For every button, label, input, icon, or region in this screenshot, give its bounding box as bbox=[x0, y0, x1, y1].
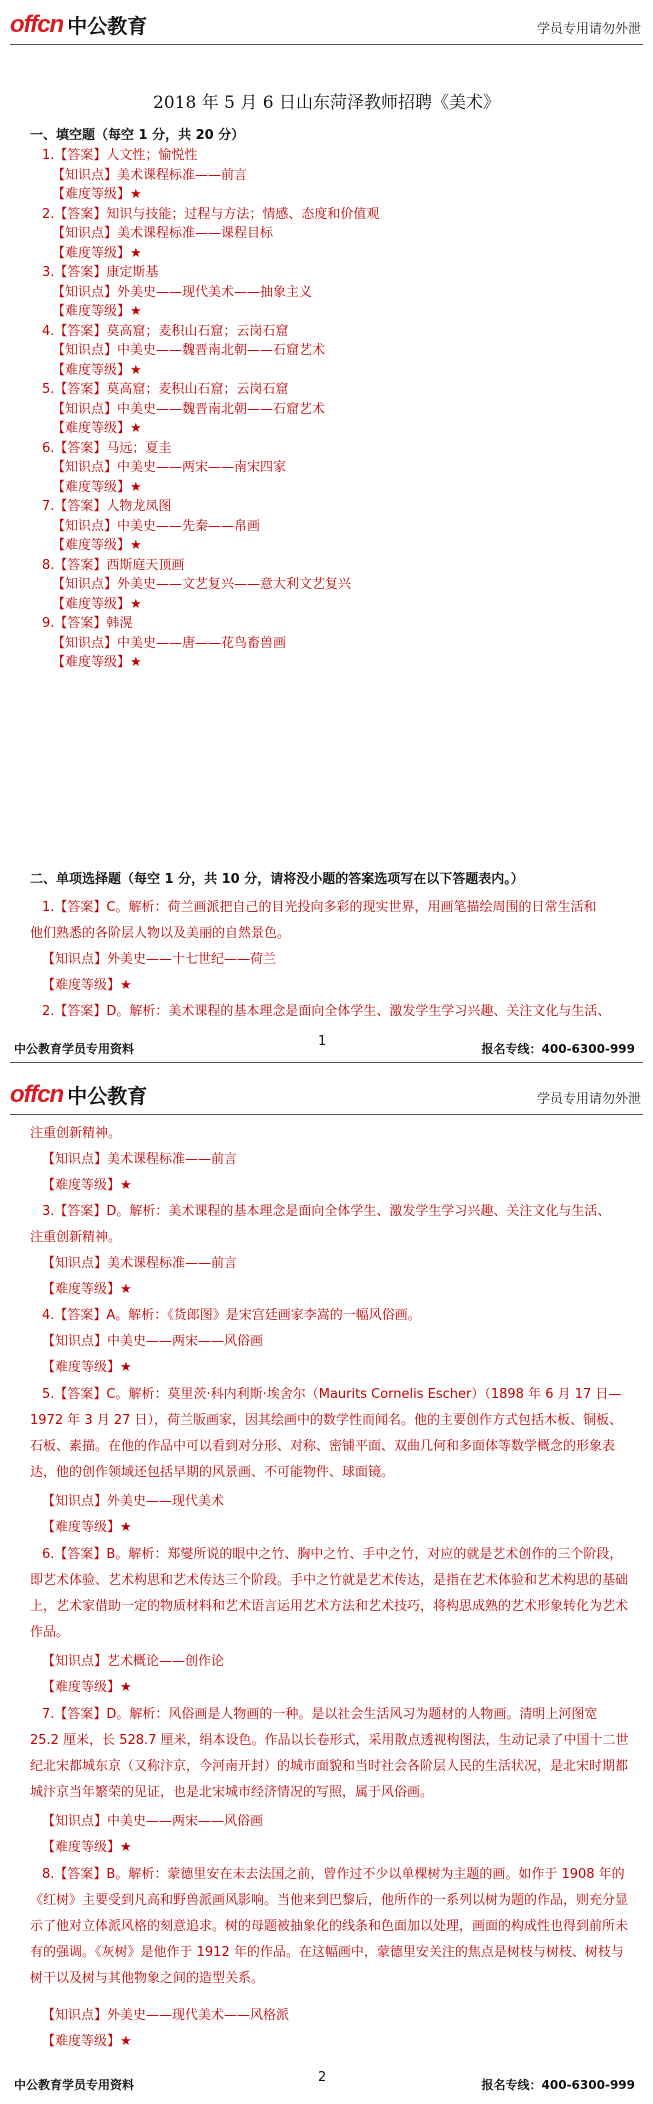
footer-divider bbox=[10, 1062, 643, 1063]
knowledge-value: 中美史——两宋——南宋四家 bbox=[117, 460, 287, 475]
mc-q5-explanation: 5.【答案】C。解析：莫里茨·科内利斯·埃舍尔（Maurits Cornelis Escher）（1898 年 6 月 17 日—1972 年 3 月 27 日），荷兰版画家，因其绘画中的数学性而闻名。他的主要创作方式包括木板、铜板、石板、素描。在他的作品中可以看到对分形、对称、密铺平面、双曲几何和多面体等数学概念的形象表达，他的创作领域还包括早期的风景画、不可能物件、球面镜。 bbox=[30, 1387, 623, 1480]
blank-5-answer bbox=[42, 382, 288, 398]
blank-7-answer bbox=[42, 499, 171, 515]
footer-hotline: 报名专线：400-6300-999 bbox=[481, 1042, 635, 1056]
difficulty-label: 【难度等级】 bbox=[52, 655, 131, 670]
star-icon: ★ bbox=[130, 421, 142, 436]
star-icon: ★ bbox=[120, 1520, 132, 1535]
mc-q8-knowledge bbox=[42, 2008, 289, 2024]
blank-9-difficulty bbox=[52, 655, 142, 671]
mc-q1-line1: 1.【答案】C。解析：荷兰画派把自己的目光投向多彩的现实世界，用画笔描绘周围的日常生活和 bbox=[42, 900, 597, 915]
difficulty-label: 【难度等级】 bbox=[52, 480, 131, 495]
blank-7-difficulty bbox=[52, 538, 142, 554]
header-divider bbox=[10, 44, 643, 45]
mc-q4-difficulty bbox=[42, 1360, 132, 1376]
logo-text-en: offcn bbox=[10, 10, 64, 38]
mc-q4-line1: 4.【答案】A。解析：《货郎图》是宋宫廷画家李嵩的一幅风俗画。 bbox=[42, 1308, 421, 1323]
answer-value: 莫高窟；麦积山石窟；云岗石窟 bbox=[106, 324, 289, 339]
star-icon: ★ bbox=[120, 2034, 132, 2049]
star-icon: ★ bbox=[120, 978, 132, 993]
document-page-2 bbox=[0, 1068, 653, 2104]
difficulty-label: 【难度等级】 bbox=[52, 421, 131, 436]
section-heading-fill-blank: 一、填空题（每空 1 分，共 20 分） bbox=[30, 128, 245, 143]
knowledge-label: 【知识点】 bbox=[52, 636, 118, 651]
knowledge-value: 美术课程标准——前言 bbox=[117, 168, 248, 183]
difficulty-label: 【难度等级】 bbox=[42, 2034, 121, 2049]
answer-value: 莫高窟；麦积山石窟；云岗石窟 bbox=[106, 382, 289, 397]
knowledge-value: 中美史——两宋——风俗画 bbox=[107, 1334, 264, 1349]
answer-value: 西斯庭天顶画 bbox=[106, 558, 185, 573]
answer-value: 人物龙凤图 bbox=[106, 499, 172, 514]
knowledge-value: 美术课程标准——课程目标 bbox=[117, 226, 274, 241]
logo-text-cn: 中公教育 bbox=[67, 1084, 148, 1108]
difficulty-label: 【难度等级】 bbox=[52, 304, 131, 319]
logo-text-cn: 中公教育 bbox=[67, 14, 148, 38]
number: 3. bbox=[42, 265, 55, 280]
knowledge-value: 外美史——现代美术——风格派 bbox=[107, 2008, 290, 2023]
mc-q8-explanation: 8.【答案】B。解析：蒙德里安在未去法国之前，曾作过不少以单棵树为主题的画。如作于 1908 年的《红树》主要受到凡高和野兽派画风影响。当他来到巴黎后，他所作的一系列以树为题的作品，则充分显示了他对立体派风格的刻意追求。树的母题被抽象化的线条和色面加以处理，画面的构成性也得到前所未有的强调。《灰树》是他作于 1912 年的作品。在这幅画中，蒙德里安关注的焦点是树枝与树枝、树枝与树干以及树与其他物象之间的造型关系。 bbox=[30, 1867, 629, 1986]
difficulty-label: 【难度等级】 bbox=[42, 1520, 121, 1535]
header-notice: 学员专用请勿外泄 bbox=[536, 22, 641, 37]
number: 2. bbox=[42, 207, 55, 222]
footer-left: 中公教育学员专用资料 bbox=[14, 2078, 135, 2092]
footer-hotline: 报名专线：400-6300-999 bbox=[481, 2078, 635, 2092]
mc-q3-difficulty bbox=[42, 1282, 132, 1298]
star-icon: ★ bbox=[130, 597, 142, 612]
blank-3-knowledge bbox=[52, 285, 312, 301]
difficulty-label: 【难度等级】 bbox=[52, 538, 131, 553]
mc-q2-difficulty bbox=[42, 1178, 132, 1194]
blank-3-difficulty bbox=[52, 304, 142, 320]
mc-q6-knowledge bbox=[42, 1654, 224, 1670]
mc-q4-knowledge bbox=[42, 1334, 263, 1350]
knowledge-label: 【知识点】 bbox=[52, 168, 118, 183]
offcn-logo bbox=[10, 10, 147, 39]
star-icon: ★ bbox=[120, 1680, 132, 1695]
blank-8-difficulty bbox=[52, 597, 142, 613]
footer-left: 中公教育学员专用资料 bbox=[14, 1042, 135, 1056]
difficulty-label: 【难度等级】 bbox=[42, 1178, 121, 1193]
difficulty-label: 【难度等级】 bbox=[42, 1360, 121, 1375]
number: 4. bbox=[42, 324, 55, 339]
star-icon: ★ bbox=[130, 655, 142, 670]
knowledge-value: 中美史——先秦——帛画 bbox=[117, 519, 261, 534]
mc-q1-knowledge bbox=[42, 952, 276, 968]
number: 8. bbox=[42, 558, 55, 573]
difficulty-label: 【难度等级】 bbox=[52, 246, 131, 261]
star-icon: ★ bbox=[130, 363, 142, 378]
difficulty-label: 【难度等级】 bbox=[42, 978, 121, 993]
blank-8-knowledge bbox=[52, 577, 351, 593]
answer-label: 【答案】 bbox=[54, 382, 107, 397]
knowledge-value: 外美史——现代美术——抽象主义 bbox=[117, 285, 313, 300]
number: 5. bbox=[42, 382, 55, 397]
knowledge-label: 【知识点】 bbox=[52, 343, 118, 358]
answer-label: 【答案】 bbox=[54, 499, 107, 514]
answer-value: 知识与技能；过程与方法；情感、态度和价值观 bbox=[106, 207, 380, 222]
answer-label: 【答案】 bbox=[54, 558, 107, 573]
answer-value: 韩滉 bbox=[106, 616, 133, 631]
difficulty-label: 【难度等级】 bbox=[52, 187, 131, 202]
section-heading-multiple-choice: 二、单项选择题（每空 1 分，共 10 分，请将没小题的答案选项写在以下答题表内。） bbox=[30, 872, 524, 887]
difficulty-label: 【难度等级】 bbox=[42, 1680, 121, 1695]
mc-q7-explanation: 7.【答案】D。解析：风俗画是人物画的一种。是以社会生活风习为题材的人物画。清明上河图宽 25.2 厘米，长 528.7 厘米，绢本设色。作品以长卷形式，采用散点透视构图法，生动记录了中国十二世纪北宋都城东京（又称汴京，今河南开封）的城市面貌和当时社会各阶层人民的生活状况，是北宋时期都城汴京当年繁荣的见证，也是北宋城市经济情况的写照，属于风俗画。 bbox=[30, 1707, 629, 1800]
blank-2-knowledge bbox=[52, 226, 273, 242]
blank-4-knowledge bbox=[52, 343, 325, 359]
knowledge-label: 【知识点】 bbox=[42, 1494, 108, 1509]
blank-3-answer bbox=[42, 265, 158, 281]
answer-label: 【答案】 bbox=[54, 207, 107, 222]
knowledge-value: 外美史——现代美术 bbox=[107, 1494, 225, 1509]
number: 9. bbox=[42, 616, 55, 631]
blank-4-answer bbox=[42, 324, 288, 340]
star-icon: ★ bbox=[120, 1360, 132, 1375]
knowledge-value: 中美史——魏晋南北朝——石窟艺术 bbox=[117, 402, 326, 417]
mc-q3-knowledge bbox=[42, 1256, 237, 1272]
blank-2-difficulty bbox=[52, 246, 142, 262]
answer-label: 【答案】 bbox=[54, 616, 107, 631]
difficulty-label: 【难度等级】 bbox=[52, 363, 131, 378]
answer-label: 【答案】 bbox=[54, 265, 107, 280]
knowledge-value: 美术课程标准——前言 bbox=[107, 1256, 238, 1271]
page-header bbox=[0, 1070, 653, 1114]
mc-q5-difficulty bbox=[42, 1520, 132, 1536]
mc-q8-difficulty bbox=[42, 2034, 132, 2050]
mc-q7-difficulty bbox=[42, 1840, 132, 1856]
difficulty-label: 【难度等级】 bbox=[52, 597, 131, 612]
mc-q1-line2: 他们熟悉的各阶层人物以及美丽的自然景色。 bbox=[30, 926, 291, 941]
mc-q2-continued: 注重创新精神。 bbox=[30, 1126, 122, 1141]
number: 7. bbox=[42, 499, 55, 514]
knowledge-label: 【知识点】 bbox=[42, 1654, 108, 1669]
knowledge-value: 外美史——文艺复兴——意大利文艺复兴 bbox=[117, 577, 352, 592]
knowledge-label: 【知识点】 bbox=[42, 2008, 108, 2023]
blank-2-answer bbox=[42, 207, 379, 223]
number: 1. bbox=[42, 148, 55, 163]
knowledge-value: 外美史——十七世纪——荷兰 bbox=[107, 952, 277, 967]
mc-q2-knowledge bbox=[42, 1152, 237, 1168]
knowledge-label: 【知识点】 bbox=[42, 1152, 108, 1167]
star-icon: ★ bbox=[130, 480, 142, 495]
mc-q7-knowledge bbox=[42, 1814, 263, 1830]
mc-q1-difficulty bbox=[42, 978, 132, 994]
mc-q5-knowledge bbox=[42, 1494, 224, 1510]
knowledge-value: 美术课程标准——前言 bbox=[107, 1152, 238, 1167]
knowledge-label: 【知识点】 bbox=[52, 285, 118, 300]
mc-q6-difficulty bbox=[42, 1680, 132, 1696]
mc-q2-line1: 2.【答案】D。解析：美术课程的基本理念是面向全体学生、激发学生学习兴趣、关注文化与生活、 bbox=[42, 1004, 611, 1019]
answer-value: 马远；夏圭 bbox=[106, 441, 172, 456]
mc-q3-line1: 3.【答案】D。解析：美术课程的基本理念是面向全体学生、激发学生学习兴趣、关注文化与生活、 bbox=[42, 1204, 611, 1219]
answer-label: 【答案】 bbox=[54, 148, 107, 163]
knowledge-label: 【知识点】 bbox=[52, 402, 118, 417]
knowledge-value: 中美史——两宋——风俗画 bbox=[107, 1814, 264, 1829]
difficulty-label: 【难度等级】 bbox=[42, 1282, 121, 1297]
footer-page-number: 1 bbox=[318, 1034, 327, 1049]
difficulty-label: 【难度等级】 bbox=[42, 1840, 121, 1855]
knowledge-value: 中美史——魏晋南北朝——石窟艺术 bbox=[117, 343, 326, 358]
header-divider bbox=[10, 1114, 643, 1115]
blank-5-knowledge bbox=[52, 402, 325, 418]
document-title: 2018 年 5 月 6 日山东菏泽教师招聘《美术》 bbox=[153, 93, 500, 113]
knowledge-label: 【知识点】 bbox=[52, 577, 118, 592]
blank-4-difficulty bbox=[52, 363, 142, 379]
blank-6-difficulty bbox=[52, 480, 142, 496]
page-header bbox=[0, 0, 653, 44]
knowledge-label: 【知识点】 bbox=[52, 519, 118, 534]
knowledge-label: 【知识点】 bbox=[42, 952, 108, 967]
star-icon: ★ bbox=[130, 304, 142, 319]
knowledge-label: 【知识点】 bbox=[52, 460, 118, 475]
footer-page-number: 2 bbox=[318, 2070, 327, 2085]
blank-1-difficulty bbox=[52, 187, 142, 203]
blank-6-knowledge bbox=[52, 460, 286, 476]
blank-6-answer bbox=[42, 441, 171, 457]
knowledge-label: 【知识点】 bbox=[42, 1814, 108, 1829]
answer-value: 康定斯基 bbox=[106, 265, 159, 280]
offcn-logo bbox=[10, 1080, 147, 1109]
header-notice: 学员专用请勿外泄 bbox=[536, 1092, 641, 1107]
answer-value: 人文性；愉悦性 bbox=[106, 148, 198, 163]
mc-q3-line2: 注重创新精神。 bbox=[30, 1230, 122, 1245]
star-icon: ★ bbox=[120, 1840, 132, 1855]
knowledge-label: 【知识点】 bbox=[42, 1256, 108, 1271]
answer-label: 【答案】 bbox=[54, 441, 107, 456]
answer-label: 【答案】 bbox=[54, 324, 107, 339]
knowledge-label: 【知识点】 bbox=[42, 1334, 108, 1349]
knowledge-label: 【知识点】 bbox=[52, 226, 118, 241]
logo-text-en: offcn bbox=[10, 1080, 64, 1108]
knowledge-value: 艺术概论——创作论 bbox=[107, 1654, 225, 1669]
mc-q6-explanation: 6.【答案】B。解析：郑燮所说的眼中之竹、胸中之竹、手中之竹，对应的就是艺术创作的三个阶段，即艺术体验、艺术构思和艺术传达三个阶段。手中之竹就是艺术传达，是指在艺术体验和艺术构思的基础上，艺术家借助一定的物质材料和艺术语言运用艺术方法和艺术技巧，将构思成熟的艺术形象转化为艺术作品。 bbox=[30, 1547, 629, 1640]
number: 6. bbox=[42, 441, 55, 456]
blank-9-knowledge bbox=[52, 636, 286, 652]
star-icon: ★ bbox=[130, 538, 142, 553]
blank-7-knowledge bbox=[52, 519, 260, 535]
blank-1-knowledge bbox=[52, 168, 247, 184]
knowledge-value: 中美史——唐——花鸟畜兽画 bbox=[117, 636, 287, 651]
blank-9-answer bbox=[42, 616, 132, 632]
star-icon: ★ bbox=[130, 187, 142, 202]
blank-1-answer bbox=[42, 148, 197, 164]
blank-5-difficulty bbox=[52, 421, 142, 437]
star-icon: ★ bbox=[120, 1282, 132, 1297]
star-icon: ★ bbox=[120, 1178, 132, 1193]
star-icon: ★ bbox=[130, 246, 142, 261]
blank-8-answer bbox=[42, 558, 184, 574]
